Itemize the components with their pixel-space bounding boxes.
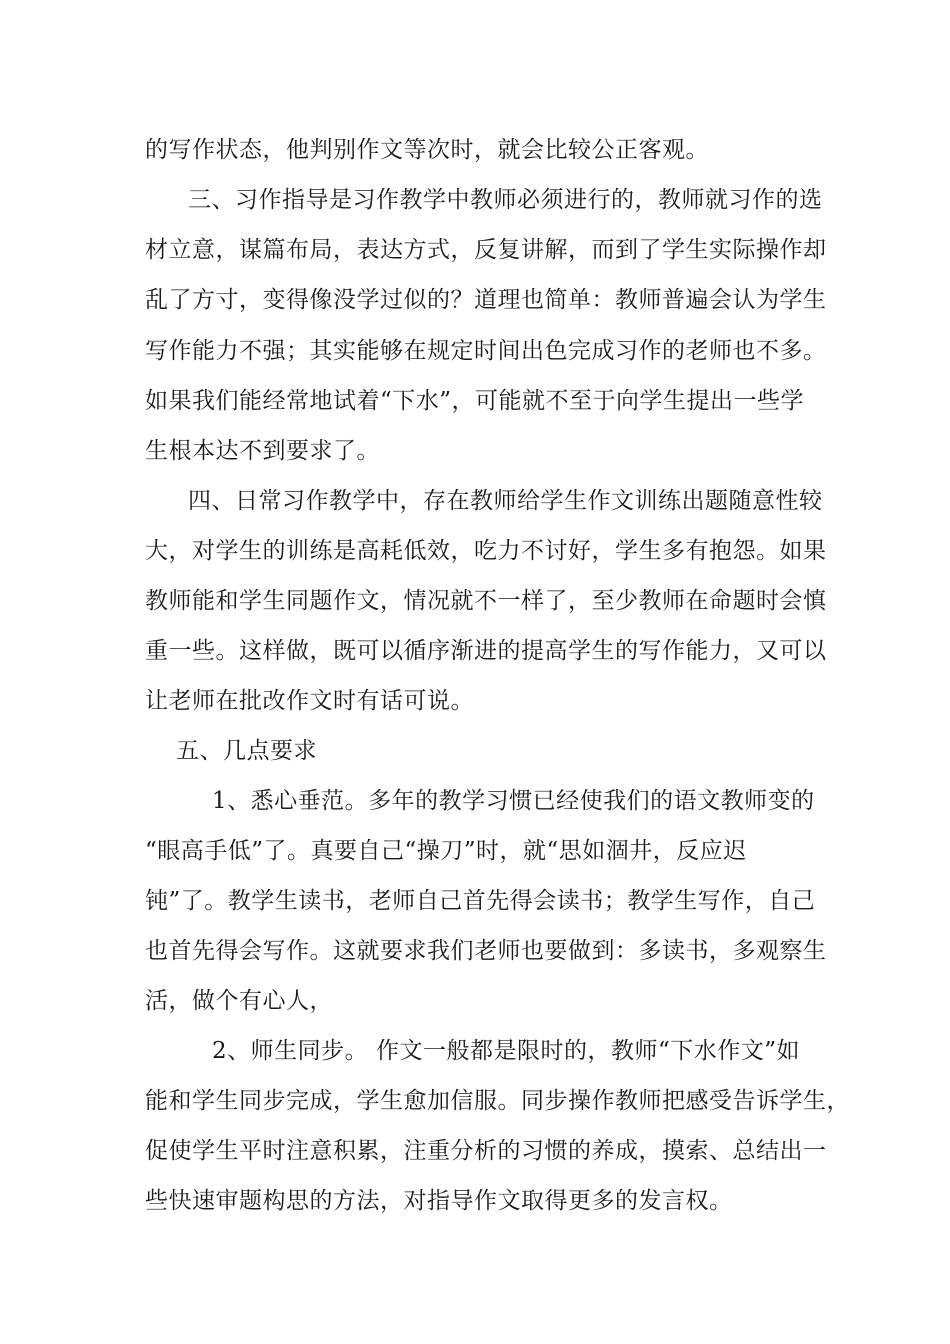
section-5-heading: 五、几点要求 (176, 738, 317, 764)
text-line: 的写作状态，他判别作文等次时，就会比较公正客观。 (145, 137, 709, 163)
text-line: 活，做个有心人， (145, 988, 333, 1014)
text-line: 些快速审题构思的方法，对指导作文取得更多的发言权。 (145, 1188, 733, 1214)
text-line: “眼高手低”了。真要自己“操刀”时，就“思如涸井，反应迟 (145, 838, 747, 864)
text-line: 生根本达不到要求了。 (145, 438, 380, 464)
text-line: 促使学生平时注意积累，注重分析的习惯的养成，摸索、总结出一 (145, 1138, 827, 1164)
text-line: 让老师在批改作文时有话可说。 (145, 688, 474, 714)
paragraph-4-heading-line: 四、日常习作教学中，存在教师给学生作文训练出题随意性较 (188, 488, 823, 514)
text-line: 写作能力不强；其实能够在规定时间出色完成习作的老师也不多。 (145, 338, 827, 364)
text-line: 如果我们能经常地试着“下水”，可能就不至于向学生提出一些学 (145, 388, 805, 414)
text-line: 也首先得会写作。这就要求我们老师也要做到：多读书，多观察生 (145, 938, 827, 964)
text-line: 大，对学生的训练是高耗低效，吃力不讨好，学生多有抱怨。如果 (145, 538, 827, 564)
text-line: 重一些。这样做，既可以循序渐进的提高学生的写作能力，又可以 (145, 638, 827, 664)
paragraph-3-heading-line: 三、习作指导是习作教学中教师必须进行的，教师就习作的选 (188, 187, 823, 213)
text-line: 材立意，谋篇布局，表达方式，反复讲解，而到了学生实际操作却 (145, 237, 827, 263)
text-line: 能和学生同步完成，学生愈加信服。同步操作教师把感受告诉学生， (145, 1088, 850, 1114)
text-line: 钝”了。教学生读书，老师自己首先得会读书；教学生写作，自己 (145, 888, 816, 914)
text-line: 教师能和学生同题作文，情况就不一样了，至少教师在命题时会慎 (145, 588, 827, 614)
text-line: 乱了方寸，变得像没学过似的？道理也简单：教师普遍会认为学生 (145, 287, 827, 313)
item-1-line: 1、悉心垂范。多年的教学习惯已经使我们的语文教师变的 (212, 788, 815, 814)
item-2-line: 2、师生同步。 作文一般都是限时的，教师“下水作文”如 (212, 1038, 800, 1064)
